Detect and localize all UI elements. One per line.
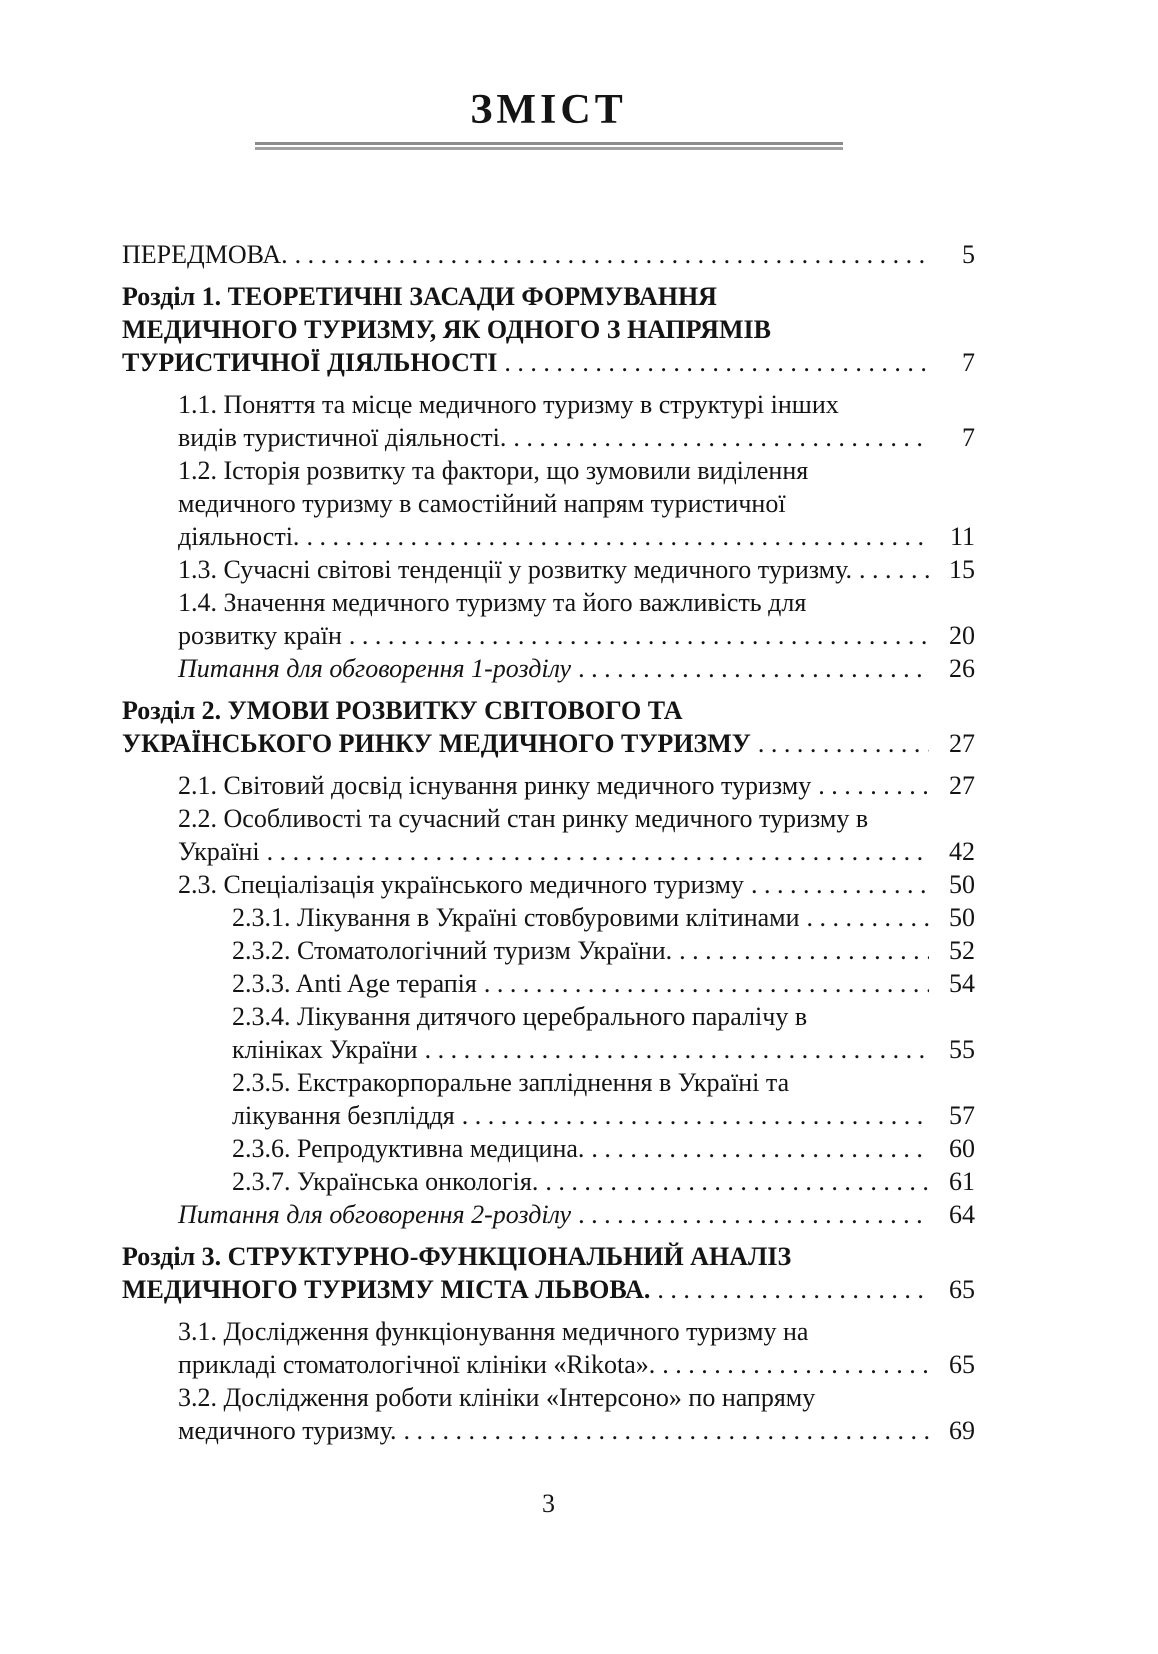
page-number: 57 xyxy=(949,1101,975,1130)
toc-entry xyxy=(232,934,975,967)
page-number: 65 xyxy=(949,1275,975,1304)
toc-line xyxy=(178,421,975,454)
page-number: 54 xyxy=(949,969,975,998)
toc-line: 1.1. Поняття та місце медичного туризму в структурі інших xyxy=(178,390,839,419)
toc-line: 3.2. Дослідження роботи клініки «Інтерсоно» по напряму xyxy=(178,1383,816,1412)
dot-leader xyxy=(578,652,929,685)
page-number: 64 xyxy=(949,1200,975,1229)
toc-entry-text: 2.3.3. Anti Age терапія xyxy=(232,969,477,998)
page-number: 69 xyxy=(949,1416,975,1445)
toc-line: медичного туризму в самостійний напрям туристичної xyxy=(178,489,786,518)
toc-line: МЕДИЧНОГО ТУРИЗМУ, ЯК ОДНОГО З НАПРЯМІВ xyxy=(122,315,771,344)
toc-line xyxy=(178,553,975,586)
toc-line: 1.4. Значення медичного туризму та його важливість для xyxy=(178,588,807,617)
page-number: 27 xyxy=(949,771,975,800)
toc-line xyxy=(178,1414,975,1447)
toc-line xyxy=(178,1198,975,1231)
dot-leader xyxy=(578,1198,929,1231)
toc-line xyxy=(122,1273,975,1306)
dot-leader xyxy=(504,346,929,379)
toc-line xyxy=(178,1348,975,1381)
toc-entry xyxy=(178,652,975,685)
toc-entry-text: діяльності. xyxy=(178,522,300,551)
toc-entry-text: видів туристичної діяльності. xyxy=(178,423,507,452)
page-number: 7 xyxy=(962,348,975,377)
toc-line: 2.2. Особливості та сучасний стан ринку медичного туризму в xyxy=(178,804,869,833)
toc-line xyxy=(178,868,975,901)
dot-leader xyxy=(306,520,929,553)
toc-entry-text: розвитку країн xyxy=(178,621,342,650)
toc-line: Розділ 3. СТРУКТУРНО-ФУНКЦІОНАЛЬНИЙ АНАЛІЗ xyxy=(122,1242,792,1271)
page-content xyxy=(122,86,975,1520)
toc-entry-text: 2.3.2. Стоматологічний туризм України. xyxy=(232,936,673,965)
dot-leader xyxy=(462,1099,929,1132)
toc-line xyxy=(232,967,975,1000)
toc-entry xyxy=(122,1240,975,1306)
toc-line xyxy=(232,901,975,934)
toc-entry-text: ПЕРЕДМОВА. xyxy=(122,240,288,269)
toc-line xyxy=(178,835,975,868)
toc-entry-text: клініках України xyxy=(232,1035,418,1064)
dot-leader xyxy=(404,1414,930,1447)
toc-entry-text: 2.3. Спеціалізація українського медичного туризму xyxy=(178,870,744,899)
page-number: 42 xyxy=(949,837,975,866)
page-number: 50 xyxy=(949,903,975,932)
page-number: 15 xyxy=(949,555,975,584)
toc-entry-text: 2.1. Світовий досвід існування ринку медичного туризму xyxy=(178,771,812,800)
toc-entry-text: 2.3.7. Українська онкологія. xyxy=(232,1167,539,1196)
dot-leader xyxy=(818,769,929,802)
dot-leader xyxy=(662,1348,929,1381)
toc-line: Розділ 1. ТЕОРЕТИЧНІ ЗАСАДИ ФОРМУВАННЯ xyxy=(122,282,717,311)
toc-line xyxy=(232,1165,975,1198)
toc-entry-text: УКРАЇНСЬКОГО РИНКУ МЕДИЧНОГО ТУРИЗМУ xyxy=(122,729,751,758)
page-number: 20 xyxy=(949,621,975,650)
toc-entry-text: 1.3. Сучасні світові тенденції у розвитку медичного туризму. xyxy=(178,555,852,584)
toc-entry xyxy=(178,769,975,802)
page-number: 11 xyxy=(949,522,975,551)
page-number: 26 xyxy=(949,654,975,683)
dot-leader xyxy=(591,1132,929,1165)
toc-entry xyxy=(122,238,975,271)
toc-line xyxy=(178,619,975,652)
dot-leader xyxy=(679,934,929,967)
toc-entry xyxy=(232,1132,975,1165)
toc-entry xyxy=(232,967,975,1000)
dot-leader xyxy=(484,967,929,1000)
toc-entry xyxy=(178,1198,975,1231)
toc-entry xyxy=(178,388,975,454)
dot-leader xyxy=(295,238,929,271)
page-number: 65 xyxy=(949,1350,975,1379)
toc-entry xyxy=(178,553,975,586)
title-divider-rule xyxy=(255,142,843,150)
dot-leader xyxy=(807,901,929,934)
dot-leader xyxy=(425,1033,929,1066)
toc-line: 2.3.4. Лікування дитячого церебрального паралічу в xyxy=(232,1002,808,1031)
toc-entry xyxy=(178,802,975,868)
page-title: ЗМІСТ xyxy=(470,87,627,133)
dot-leader xyxy=(758,727,929,760)
page-number: 61 xyxy=(949,1167,975,1196)
toc-line xyxy=(178,520,975,553)
page-number: 52 xyxy=(949,936,975,965)
toc-entry-text: 2.3.1. Лікування в Україні стовбуровими клітинами xyxy=(232,903,800,932)
dot-leader xyxy=(349,619,929,652)
page-number: 7 xyxy=(962,423,975,452)
toc-line: 3.1. Дослідження функціонування медичного туризму на xyxy=(178,1317,809,1346)
toc-entry xyxy=(232,1000,975,1066)
toc-line: 2.3.5. Екстракорпоральне запліднення в Україні та xyxy=(232,1068,790,1097)
toc-entry-text: Україні xyxy=(178,837,260,866)
page-number: 5 xyxy=(962,240,975,269)
toc-line xyxy=(232,1099,975,1132)
dot-leader xyxy=(751,868,929,901)
toc-line xyxy=(178,652,975,685)
footer-page-number: 3 xyxy=(542,1489,555,1518)
toc-entry-text: ТУРИСТИЧНОЇ ДІЯЛЬНОСТІ xyxy=(122,348,498,377)
toc-entry xyxy=(178,454,975,553)
page-number: 50 xyxy=(949,870,975,899)
dot-leader xyxy=(267,835,929,868)
toc-entry xyxy=(122,694,975,760)
toc-entry xyxy=(232,1066,975,1132)
page-number: 55 xyxy=(949,1035,975,1064)
page-number: 60 xyxy=(949,1134,975,1163)
toc-entry-text: МЕДИЧНОГО ТУРИЗМУ МІСТА ЛЬВОВА. xyxy=(122,1275,651,1304)
toc-line xyxy=(232,1132,975,1165)
page-number: 27 xyxy=(949,729,975,758)
toc-entry xyxy=(178,1315,975,1381)
dot-leader xyxy=(657,1273,929,1306)
toc-line xyxy=(232,1033,975,1066)
toc-entry-text: 2.3.6. Репродуктивна медицина. xyxy=(232,1134,585,1163)
dot-leader xyxy=(859,553,929,586)
toc-entry-text: медичного туризму. xyxy=(178,1416,397,1445)
dot-leader xyxy=(513,421,929,454)
toc-entry xyxy=(232,901,975,934)
toc-entry xyxy=(178,1381,975,1447)
toc-entry-text: прикладі стоматологічної клініки «Rikota». xyxy=(178,1350,656,1379)
toc-entry-text: Питання для обговорення 1-розділу xyxy=(178,654,572,683)
toc-line xyxy=(122,346,975,379)
toc-line xyxy=(178,769,975,802)
toc-entry xyxy=(122,280,975,379)
toc-entry xyxy=(232,1165,975,1198)
toc-line xyxy=(122,238,975,271)
toc-line xyxy=(122,727,975,760)
toc-line xyxy=(232,934,975,967)
toc-list xyxy=(122,238,975,1447)
toc-line: 1.2. Історія розвитку та фактори, що зумовили виділення xyxy=(178,456,809,485)
toc-entry-text: лікування безпліддя xyxy=(232,1101,455,1130)
toc-line: Розділ 2. УМОВИ РОЗВИТКУ СВІТОВОГО ТА xyxy=(122,696,683,725)
toc-entry-text: Питання для обговорення 2-розділу xyxy=(178,1200,572,1229)
dot-leader xyxy=(545,1165,929,1198)
toc-entry xyxy=(178,586,975,652)
toc-entry xyxy=(178,868,975,901)
